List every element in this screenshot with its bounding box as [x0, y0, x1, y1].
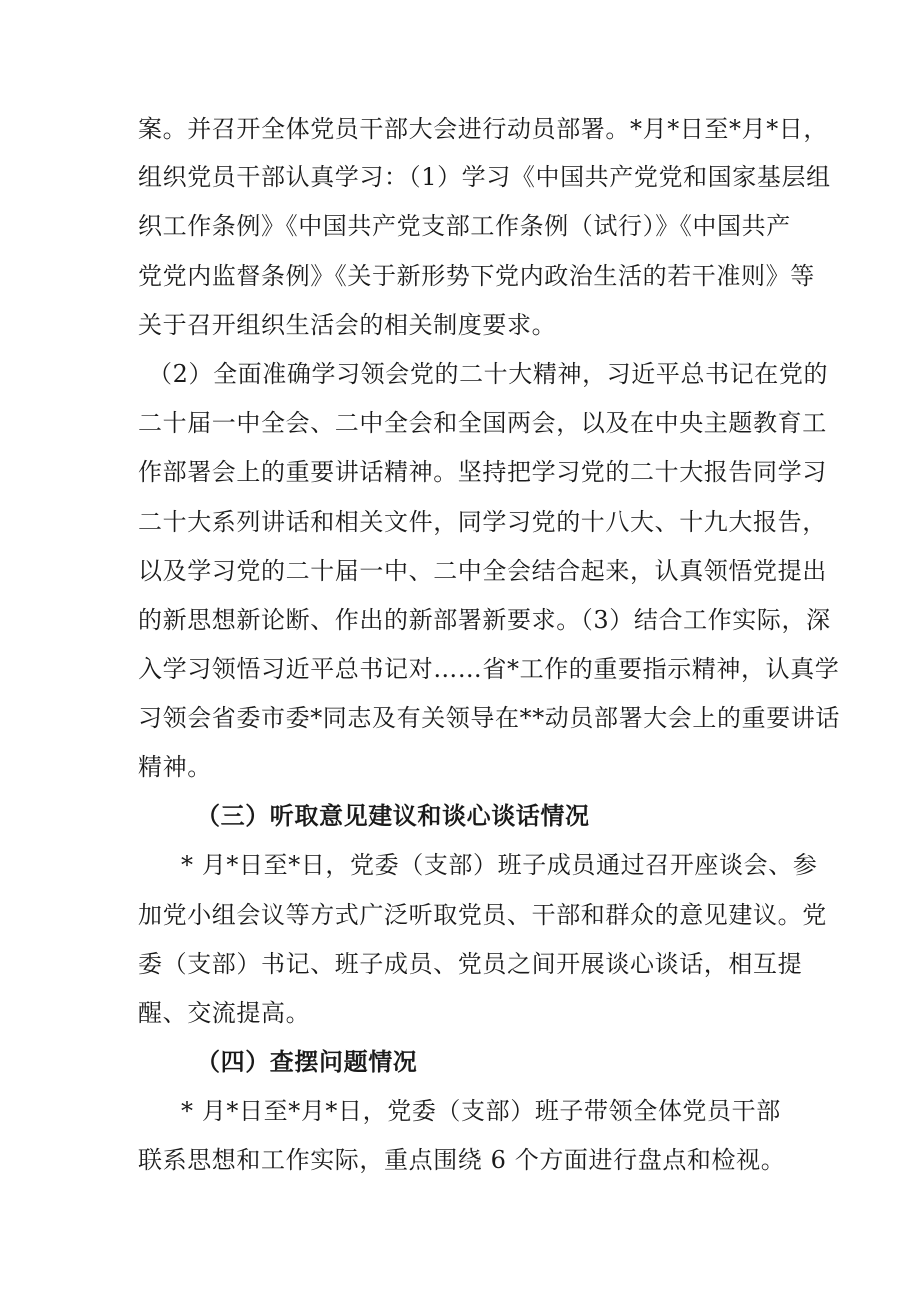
paragraph-line: 织工作条例》《中国共产党支部工作条例（试行）》《中国共产: [138, 212, 791, 240]
paragraph-line: 党党内监督条例》《关于新形势下党内政治生活的若干准则》等: [138, 262, 815, 290]
paragraph-line: * 月*日至*日，党委（支部）班子成员通过召开座谈会、参: [181, 851, 818, 879]
section-heading-3: （三）听取意见建议和谈心谈话情况: [196, 801, 590, 830]
paragraph-line: 的新思想新论断、作出的新部署新要求。（3）结合工作实际，深: [138, 606, 831, 634]
paragraph-line: 作部署会上的重要讲话精神。坚持把学习党的二十大报告同学习: [138, 458, 827, 486]
paragraph-line: （2）全面准确学习领会党的二十大精神，习近平总书记在党的: [148, 360, 829, 388]
paragraph-line: 联系思想和工作实际，重点围绕 6 个方面进行盘点和检视。: [138, 1146, 786, 1174]
paragraph-line: 案。并召开全体党员干部大会进行动员部署。*月*日至*月*日，: [138, 115, 828, 143]
paragraph-line: 精神。: [138, 753, 212, 781]
paragraph-line: 组织党员干部认真学习：（1）学习《中国共产党党和国家基层组: [138, 163, 831, 191]
paragraph-line: 以及学习党的二十届一中、二中全会结合起来，认真领悟党提出: [138, 557, 827, 585]
paragraph-line: 醒、交流提高。: [138, 999, 311, 1027]
paragraph-line: 二十大系列讲话和相关文件，同学习党的十八大、十九大报告，: [138, 508, 827, 536]
paragraph-line: 关于召开组织生活会的相关制度要求。: [138, 311, 557, 339]
section-heading-4: （四）查摆问题情况: [196, 1047, 418, 1076]
paragraph-line: 二十届一中全会、二中全会和全国两会，以及在中央主题教育工: [138, 409, 827, 437]
paragraph-line: * 月*日至*月*日，党委（支部）班子带领全体党员干部: [181, 1097, 781, 1125]
paragraph-line: 习领会省委市委*同志及有关领导在**动员部署大会上的重要讲话: [138, 704, 840, 732]
paragraph-line: 入学习领悟习近平总书记对……省*工作的重要指示精神，认真学: [138, 655, 840, 683]
paragraph-line: 委（支部）书记、班子成员、党员之间开展谈心谈话，相互提: [138, 950, 803, 978]
paragraph-line: 加党小组会议等方式广泛听取党员、干部和群众的意见建议。党: [138, 901, 827, 929]
